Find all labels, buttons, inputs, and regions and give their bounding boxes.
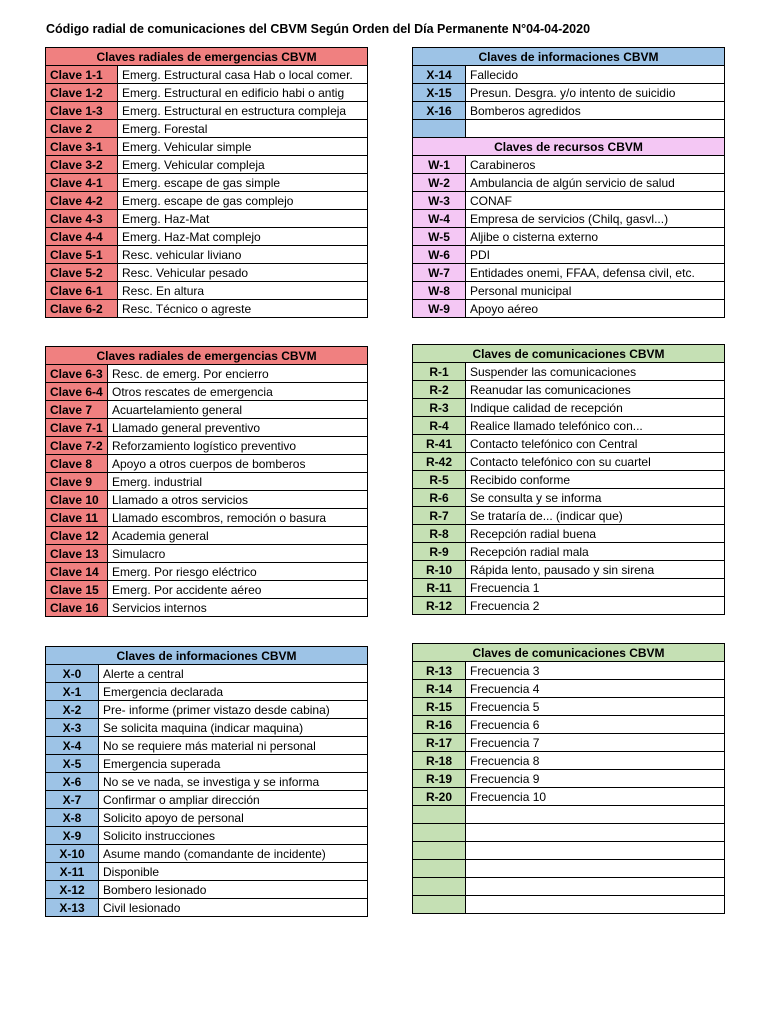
description-cell [466,878,725,896]
description-cell: Emerg. industrial [108,473,368,491]
code-cell: Clave 3-1 [46,138,118,156]
table-row [46,683,368,701]
description-cell: Emergencia superada [99,755,368,773]
code-cell: Clave 13 [46,545,108,563]
table-row [413,716,725,734]
description-cell: Emergencia declarada [99,683,368,701]
description-cell: Pre- informe (primer vistazo desde cabina) [99,701,368,719]
table-row [413,156,725,174]
information-resources-table [412,47,725,318]
description-cell: Disponible [99,863,368,881]
code-cell: Clave 6-3 [46,365,108,383]
table-row [46,491,368,509]
code-cell: W-4 [413,210,466,228]
table-row [413,489,725,507]
table-row [413,698,725,716]
code-cell: X-14 [413,66,466,84]
description-cell: Personal municipal [466,282,725,300]
code-cell: R-10 [413,561,466,579]
description-cell: Se trataría de... (indicar que) [466,507,725,525]
description-cell: Llamado escombros, remoción o basura [108,509,368,527]
table-row [46,437,368,455]
description-cell: Frecuencia 6 [466,716,725,734]
table-row [413,453,725,471]
code-cell: Clave 7-2 [46,437,108,455]
description-cell: Emerg. escape de gas complejo [118,192,368,210]
table-row [46,365,368,383]
table-row [413,84,725,102]
table-row [46,755,368,773]
table-header: Claves de informaciones CBVM [413,48,725,66]
table-subheader: Claves de recursos CBVM [413,138,725,156]
description-cell: Bombero lesionado [99,881,368,899]
table-row [46,156,368,174]
table-row [46,174,368,192]
description-cell: Indique calidad de recepción [466,399,725,417]
table-row [46,66,368,84]
description-cell: Presun. Desgra. y/o intento de suicidio [466,84,725,102]
table-row [46,419,368,437]
table-row [413,824,725,842]
code-cell: R-9 [413,543,466,561]
code-cell: Clave 1-1 [46,66,118,84]
code-cell: Clave 7 [46,401,108,419]
code-cell: R-16 [413,716,466,734]
table-row [46,228,368,246]
code-cell: Clave 4-1 [46,174,118,192]
description-cell: Aljibe o cisterna externo [466,228,725,246]
table-row [46,737,368,755]
code-cell: R-11 [413,579,466,597]
code-cell: R-19 [413,770,466,788]
description-cell: Resc. Técnico o agreste [118,300,368,318]
table-row [46,84,368,102]
table-row [46,581,368,599]
table-row [413,507,725,525]
description-cell: Frecuencia 2 [466,597,725,615]
description-cell [466,806,725,824]
code-cell: R-42 [413,453,466,471]
table-row [46,383,368,401]
table-row [46,264,368,282]
table-row [413,300,725,318]
table-row [46,881,368,899]
code-cell: W-3 [413,192,466,210]
description-cell: Recepción radial buena [466,525,725,543]
description-cell: Frecuencia 9 [466,770,725,788]
description-cell: Contacto telefónico con su cuartel [466,453,725,471]
code-cell: Clave 10 [46,491,108,509]
table-row [413,734,725,752]
description-cell: Emerg. Forestal [118,120,368,138]
description-cell: Se solicita maquina (indicar maquina) [99,719,368,737]
code-cell: Clave 7-1 [46,419,108,437]
table-row [413,435,725,453]
description-cell: Emerg. Por riesgo eléctrico [108,563,368,581]
code-cell: Clave 6-1 [46,282,118,300]
table-header: Claves de comunicaciones CBVM [413,644,725,662]
code-cell: X-6 [46,773,99,791]
table-row [46,120,368,138]
code-cell: Clave 4-3 [46,210,118,228]
code-cell: Clave 14 [46,563,108,581]
description-cell: Academia general [108,527,368,545]
description-cell: Emerg. Estructural en estructura compleja [118,102,368,120]
description-cell: Emerg. Vehicular compleja [118,156,368,174]
code-cell: X-10 [46,845,99,863]
code-cell: X-0 [46,665,99,683]
code-cell: X-11 [46,863,99,881]
description-cell: Contacto telefónico con Central [466,435,725,453]
code-cell: X-7 [46,791,99,809]
table-row [46,827,368,845]
description-cell: Frecuencia 5 [466,698,725,716]
table-row [413,381,725,399]
code-cell: W-6 [413,246,466,264]
code-cell [413,120,466,138]
description-cell: Emerg. Haz-Mat complejo [118,228,368,246]
table-row [413,399,725,417]
code-cell: R-18 [413,752,466,770]
table-row [413,788,725,806]
description-cell: Frecuencia 10 [466,788,725,806]
code-cell: W-5 [413,228,466,246]
table-row [413,525,725,543]
code-cell: X-8 [46,809,99,827]
code-cell: X-13 [46,899,99,917]
table-row [413,860,725,878]
table-row [413,120,725,138]
description-cell: Confirmar o ampliar dirección [99,791,368,809]
code-cell: X-12 [46,881,99,899]
description-cell: No se ve nada, se investiga y se informa [99,773,368,791]
code-cell: X-5 [46,755,99,773]
code-cell: Clave 2 [46,120,118,138]
description-cell [466,860,725,878]
code-cell: W-1 [413,156,466,174]
code-cell: R-6 [413,489,466,507]
description-cell: Simulacro [108,545,368,563]
code-cell: Clave 1-2 [46,84,118,102]
description-cell: Rápida lento, pausado y sin sirena [466,561,725,579]
code-cell: R-8 [413,525,466,543]
code-cell: Clave 12 [46,527,108,545]
code-cell: R-20 [413,788,466,806]
code-cell [413,896,466,914]
table-row [46,138,368,156]
code-cell: Clave 16 [46,599,108,617]
table-row [413,561,725,579]
table-row [413,363,725,381]
table-row [413,246,725,264]
description-cell: Frecuencia 1 [466,579,725,597]
table-row [46,563,368,581]
description-cell: Frecuencia 8 [466,752,725,770]
code-cell: X-2 [46,701,99,719]
description-cell: Resc. vehicular liviano [118,246,368,264]
code-cell: Clave 5-1 [46,246,118,264]
code-cell: W-7 [413,264,466,282]
table-row [46,809,368,827]
code-cell: R-15 [413,698,466,716]
code-cell [413,842,466,860]
description-cell: Suspender las comunicaciones [466,363,725,381]
table-row [413,680,725,698]
table-row [46,473,368,491]
description-cell: Asume mando (comandante de incidente) [99,845,368,863]
table-row [413,210,725,228]
description-cell: Apoyo a otros cuerpos de bomberos [108,455,368,473]
code-cell: R-41 [413,435,466,453]
table-row [413,662,725,680]
description-cell: Fallecido [466,66,725,84]
description-cell: Resc. En altura [118,282,368,300]
table-row [46,701,368,719]
table-row [46,455,368,473]
table-header: Claves de comunicaciones CBVM [413,345,725,363]
description-cell: No se requiere más material ni personal [99,737,368,755]
code-cell: W-9 [413,300,466,318]
description-cell: Recibido conforme [466,471,725,489]
table-row [413,174,725,192]
table-row [413,878,725,896]
code-cell: R-13 [413,662,466,680]
table-row [413,597,725,615]
code-cell [413,878,466,896]
code-cell [413,824,466,842]
code-cell: R-14 [413,680,466,698]
description-cell: Otros rescates de emergencia [108,383,368,401]
code-cell: Clave 8 [46,455,108,473]
table-row [46,210,368,228]
description-cell: Servicios internos [108,599,368,617]
code-cell: X-1 [46,683,99,701]
description-cell: Recepción radial mala [466,543,725,561]
table-row [46,773,368,791]
table-row [413,264,725,282]
table-row [46,719,368,737]
code-cell [413,806,466,824]
code-cell: Clave 4-2 [46,192,118,210]
description-cell: Resc. Vehicular pesado [118,264,368,282]
description-cell [466,896,725,914]
table-row [413,192,725,210]
code-cell: R-7 [413,507,466,525]
description-cell: Emerg. Haz-Mat [118,210,368,228]
description-cell: Empresa de servicios (Chilq, gasvl...) [466,210,725,228]
description-cell [466,842,725,860]
table-row [46,102,368,120]
description-cell: Emerg. Vehicular simple [118,138,368,156]
code-cell: R-4 [413,417,466,435]
code-cell: X-9 [46,827,99,845]
table-row [413,543,725,561]
table-row [413,228,725,246]
code-cell: Clave 5-2 [46,264,118,282]
description-cell: Reanudar las comunicaciones [466,381,725,399]
code-cell: R-5 [413,471,466,489]
code-cell: Clave 11 [46,509,108,527]
description-cell: Carabineros [466,156,725,174]
table-row [46,192,368,210]
description-cell: Apoyo aéreo [466,300,725,318]
table-row [46,246,368,264]
table-row [46,401,368,419]
table-row [413,579,725,597]
table-row [413,471,725,489]
table-row [46,665,368,683]
description-cell: Frecuencia 4 [466,680,725,698]
table-row [413,806,725,824]
code-cell: X-15 [413,84,466,102]
description-cell: Resc. de emerg. Por encierro [108,365,368,383]
description-cell: Bomberos agredidos [466,102,725,120]
description-cell [466,824,725,842]
description-cell: Solicito instrucciones [99,827,368,845]
code-cell: R-3 [413,399,466,417]
description-cell: Emerg. Estructural casa Hab o local comer. [118,66,368,84]
emergency-codes-table-2 [45,346,368,617]
table-header: Claves radiales de emergencias CBVM [46,48,368,66]
table-header: Claves radiales de emergencias CBVM [46,347,368,365]
table-row [413,417,725,435]
table-row [413,66,725,84]
description-cell: Emerg. Por accidente aéreo [108,581,368,599]
table-row [46,300,368,318]
code-cell: R-12 [413,597,466,615]
description-cell: Emerg. Estructural en edificio habi o antig [118,84,368,102]
code-cell: W-2 [413,174,466,192]
table-row [413,896,725,914]
description-cell: Alerte a central [99,665,368,683]
table-row [46,863,368,881]
code-cell: Clave 15 [46,581,108,599]
table-row [46,845,368,863]
code-cell: X-3 [46,719,99,737]
communication-codes-table-1 [412,344,725,615]
description-cell: Frecuencia 3 [466,662,725,680]
table-row [413,770,725,788]
description-cell: Acuartelamiento general [108,401,368,419]
code-cell: Clave 6-2 [46,300,118,318]
code-cell: Clave 4-4 [46,228,118,246]
code-cell: Clave 1-3 [46,102,118,120]
table-row [46,509,368,527]
emergency-codes-table-1 [45,47,368,318]
description-cell: Emerg. escape de gas simple [118,174,368,192]
code-cell [413,860,466,878]
table-header: Claves de informaciones CBVM [46,647,368,665]
table-row [46,599,368,617]
code-cell: X-4 [46,737,99,755]
table-row [46,791,368,809]
code-cell: Clave 3-2 [46,156,118,174]
code-cell: Clave 6-4 [46,383,108,401]
description-cell: Llamado general preventivo [108,419,368,437]
description-cell: PDI [466,246,725,264]
code-cell: R-17 [413,734,466,752]
description-cell: Llamado a otros servicios [108,491,368,509]
description-cell: Se consulta y se informa [466,489,725,507]
table-row [413,752,725,770]
code-cell: W-8 [413,282,466,300]
description-cell: Reforzamiento logístico preventivo [108,437,368,455]
table-row [46,282,368,300]
description-cell: CONAF [466,192,725,210]
description-cell: Frecuencia 7 [466,734,725,752]
description-cell: Ambulancia de algún servicio de salud [466,174,725,192]
table-row [413,842,725,860]
code-cell: Clave 9 [46,473,108,491]
table-row [413,102,725,120]
code-cell: X-16 [413,102,466,120]
code-cell: R-2 [413,381,466,399]
communication-codes-table-2 [412,643,725,914]
table-row [46,545,368,563]
table-row [413,282,725,300]
description-cell: Entidades onemi, FFAA, defensa civil, etc. [466,264,725,282]
description-cell [466,120,725,138]
description-cell: Solicito apoyo de personal [99,809,368,827]
description-cell: Realice llamado telefónico con... [466,417,725,435]
table-row [46,899,368,917]
table-row [46,527,368,545]
code-cell: R-1 [413,363,466,381]
description-cell: Civil lesionado [99,899,368,917]
information-codes-table [45,646,368,917]
page-title: Código radial de comunicaciones del CBVM Según Orden del Día Permanente N°04-04-2020 [46,22,591,36]
